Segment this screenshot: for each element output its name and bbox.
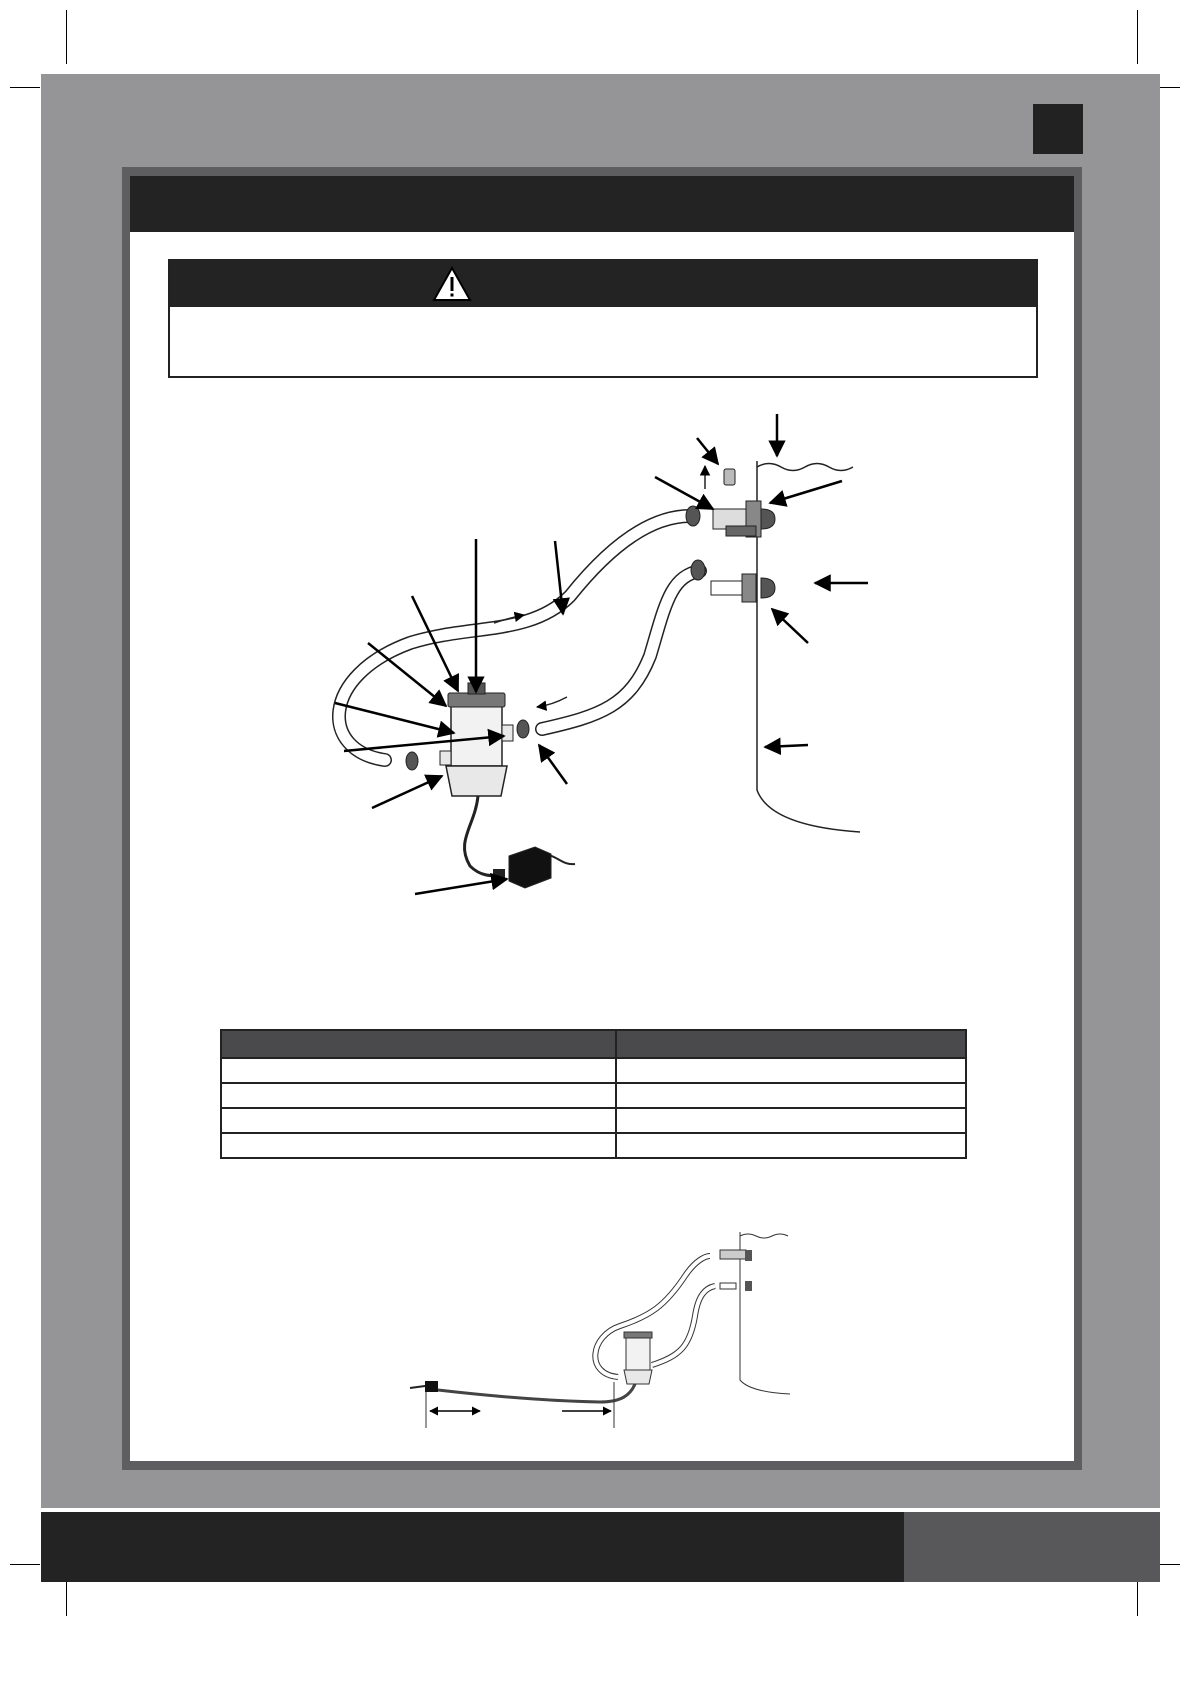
crop-mark bbox=[10, 1564, 40, 1565]
power-cord bbox=[438, 1384, 635, 1402]
callout-arrow bbox=[335, 414, 868, 894]
table-cell bbox=[616, 1058, 966, 1083]
table-row bbox=[221, 1083, 966, 1108]
crop-mark bbox=[1137, 10, 1138, 64]
hose-clamp bbox=[691, 560, 705, 580]
crop-mark bbox=[66, 10, 67, 64]
table-header-row bbox=[221, 1030, 966, 1058]
power-supply bbox=[410, 1381, 438, 1392]
table-row bbox=[221, 1108, 966, 1133]
filter-pump bbox=[624, 1332, 652, 1384]
table-header-cell bbox=[221, 1030, 616, 1058]
hose-clamp bbox=[406, 752, 418, 770]
crop-mark bbox=[10, 87, 40, 88]
table-header-cell bbox=[616, 1030, 966, 1058]
wall-fittings bbox=[720, 1250, 752, 1291]
table-cell bbox=[221, 1133, 616, 1158]
table-cell bbox=[616, 1083, 966, 1108]
page-number-tab bbox=[1033, 104, 1083, 154]
table-cell bbox=[616, 1108, 966, 1133]
hose-clamp bbox=[517, 720, 529, 738]
plunger-valve bbox=[724, 469, 735, 485]
hose-upper bbox=[339, 516, 690, 760]
power-supply bbox=[493, 847, 551, 888]
distance-dimension bbox=[426, 1382, 614, 1428]
crop-mark bbox=[1137, 1576, 1138, 1616]
hose-lower bbox=[652, 1286, 715, 1365]
table-cell bbox=[221, 1058, 616, 1083]
water-level bbox=[757, 464, 853, 471]
spec-table bbox=[220, 1029, 967, 1159]
table-cell bbox=[221, 1083, 616, 1108]
pool-wall bbox=[740, 1232, 790, 1394]
outlet-fitting bbox=[711, 574, 775, 602]
inlet-fitting bbox=[713, 501, 775, 537]
crop-mark bbox=[66, 1576, 67, 1616]
content-panel bbox=[130, 176, 1074, 1461]
hose-upper bbox=[595, 1256, 710, 1377]
footer-accent bbox=[904, 1512, 1160, 1582]
table-cell bbox=[616, 1133, 966, 1158]
table-cell bbox=[221, 1108, 616, 1133]
footer-bar bbox=[41, 1512, 904, 1582]
table-row bbox=[221, 1133, 966, 1158]
hose-clamp bbox=[686, 506, 700, 526]
assembly-diagram bbox=[130, 176, 1074, 936]
table-row bbox=[221, 1058, 966, 1083]
